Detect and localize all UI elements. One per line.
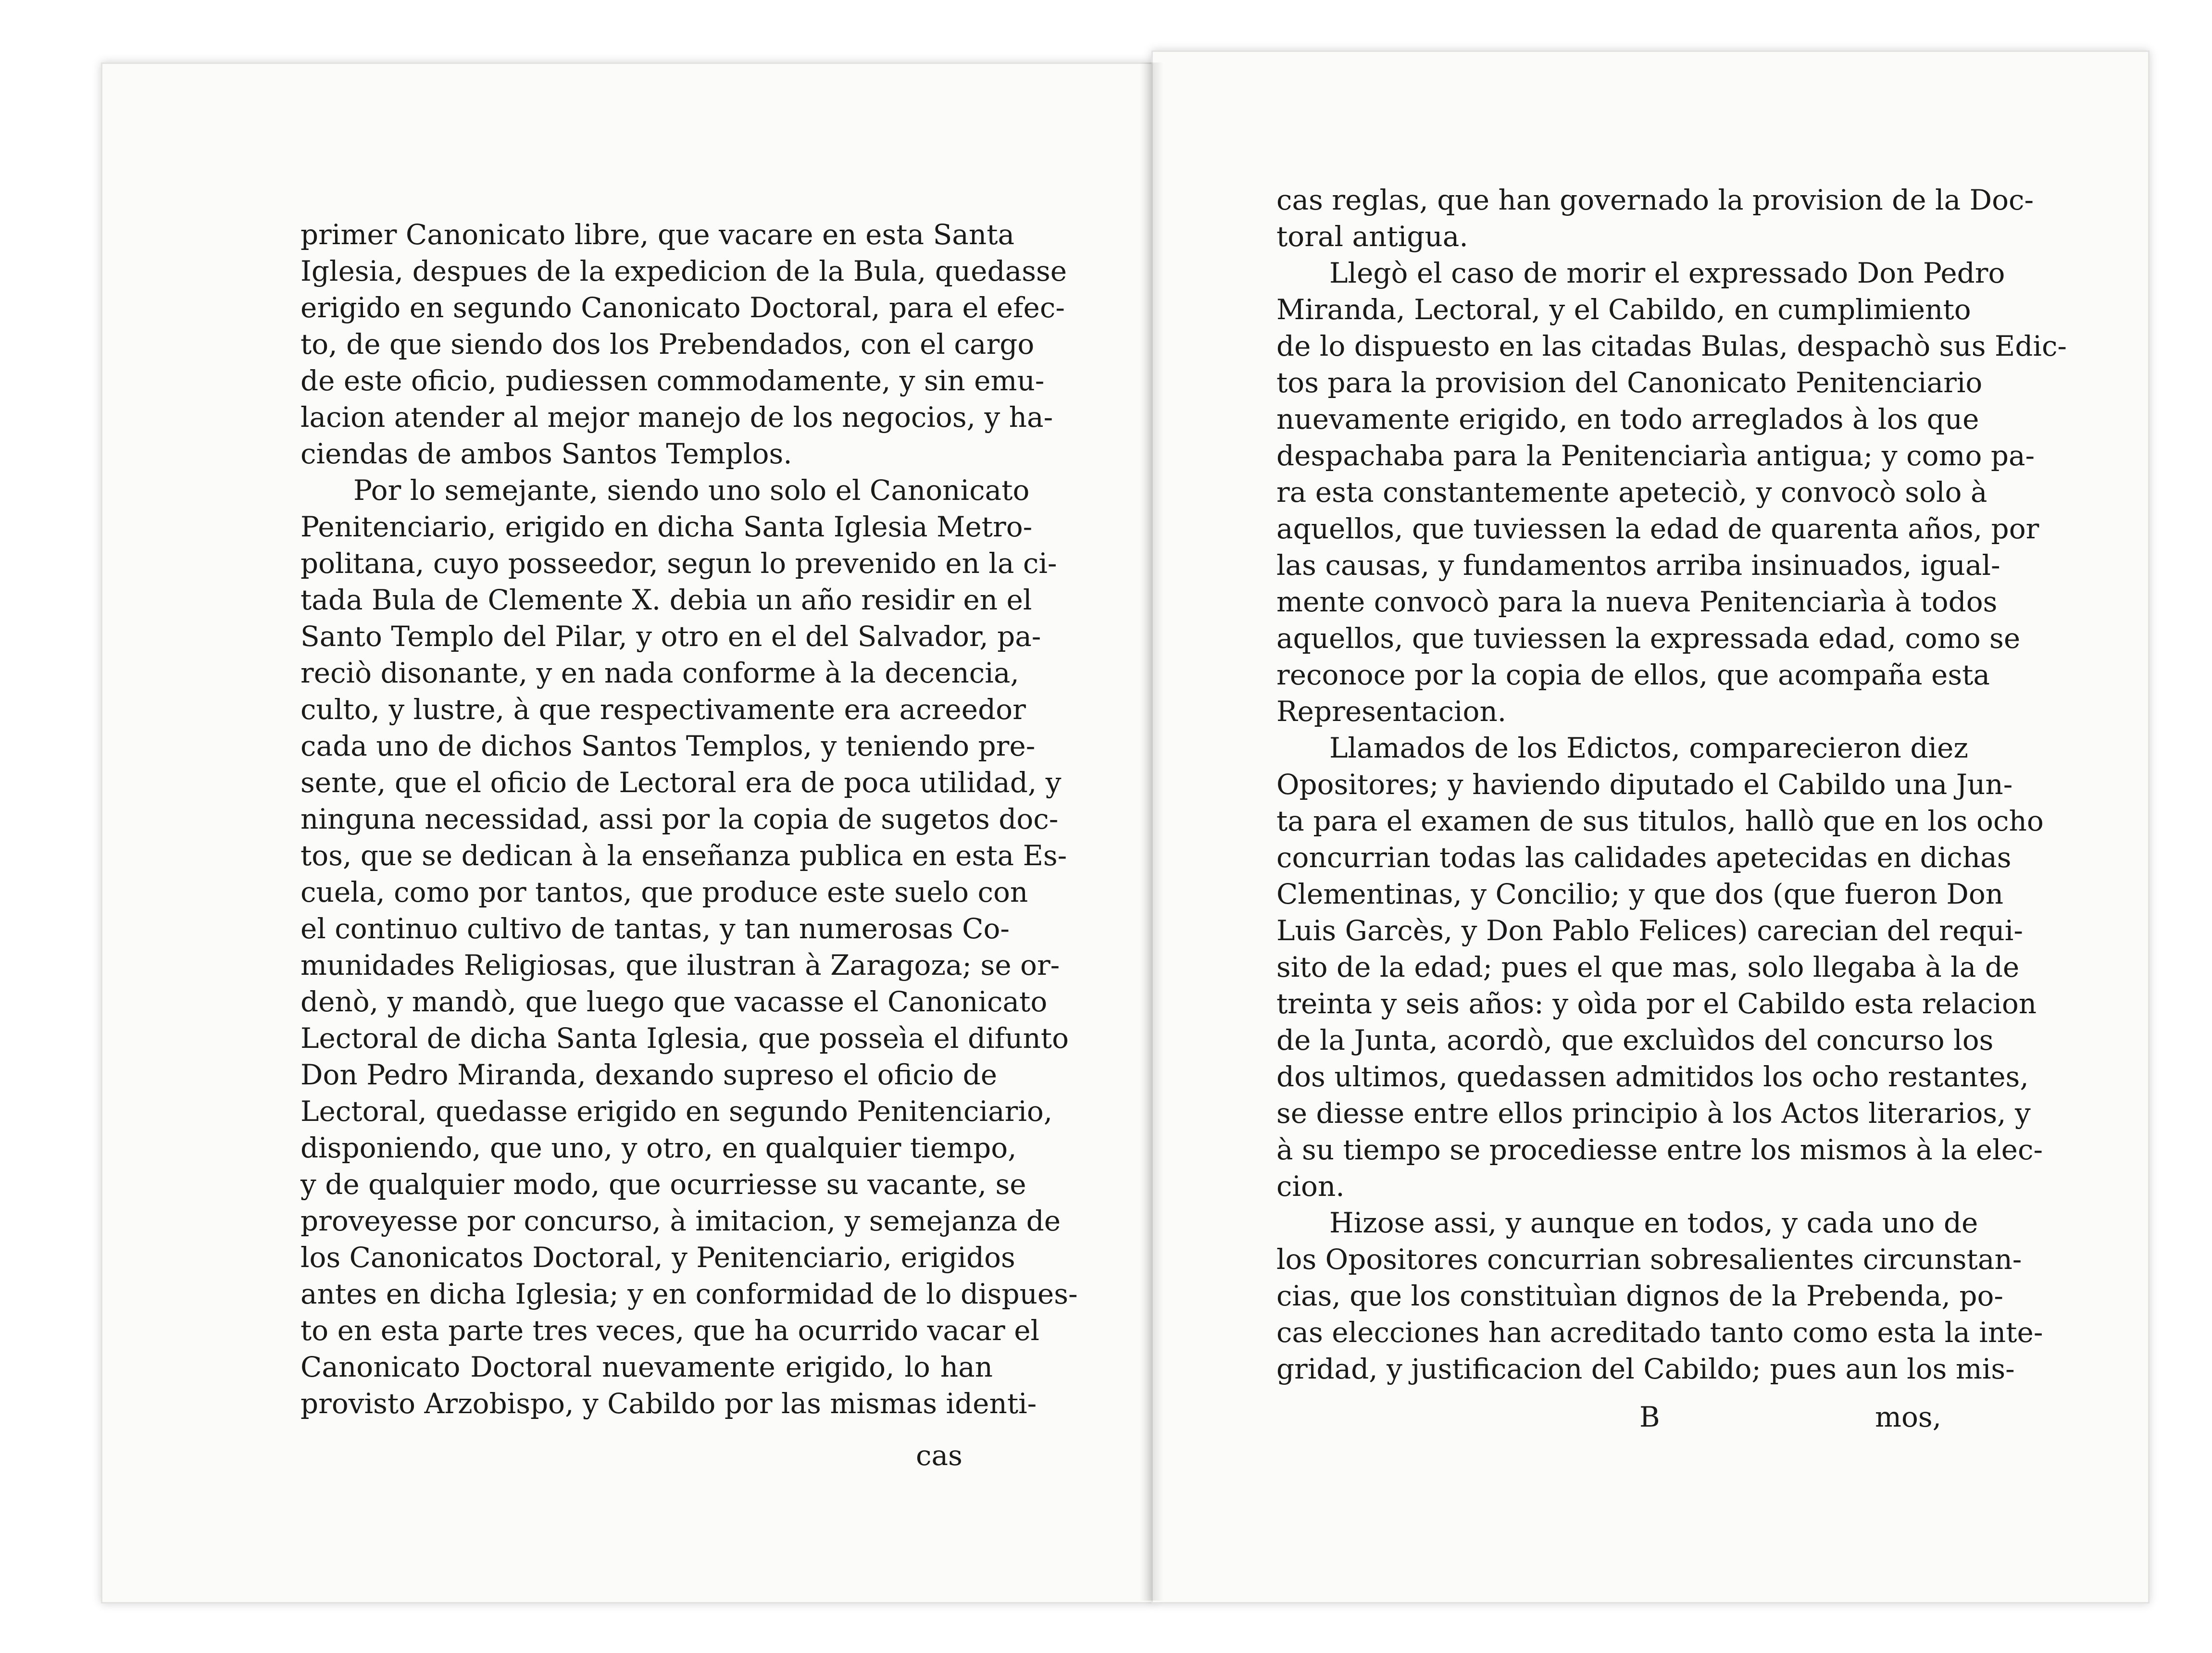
paragraph-start-line: Llegò el caso de morir el expressado Don Pedro (1329, 257, 2005, 289)
text-line: Miranda, Lectoral, y el Cabildo, en cumplimiento (1276, 293, 1971, 326)
text-line: to, de que siendo dos los Prebendados, con el cargo (300, 328, 1035, 360)
text-line: politana, cuyo posseedor, segun lo prevenido en la ci- (300, 547, 1057, 580)
text-line: sente, que el oficio de Lectoral era de poca utilidad, y (300, 766, 1062, 799)
text-line: proveyesse por concurso, à imitacion, y semejanza de (300, 1205, 1061, 1237)
text-line: el continuo cultivo de tantas, y tan numerosas Co- (300, 912, 1010, 945)
text-line: reciò disonante, y en nada conforme à la decencia, (300, 657, 1019, 689)
text-line: y de qualquier modo, que ocurriesse su vacante, se (300, 1168, 1026, 1201)
text-line: tos para la provision del Canonicato Penitenciario (1276, 366, 1983, 399)
text-line: aquellos, que tuviessen la edad de quarenta años, por (1276, 512, 2039, 545)
text-line: Santo Templo del Pilar, y otro en el del Salvador, pa- (300, 620, 1041, 653)
text-line: cuela, como por tantos, que produce este suelo con (300, 876, 1028, 908)
text-line: cada uno de dichos Santos Templos, y teniendo pre- (300, 730, 1036, 762)
text-line: Lectoral de dicha Santa Iglesia, que posseìa el difunto (300, 1022, 1069, 1055)
text-line: culto, y lustre, à que respectivamente era acreedor (300, 693, 1026, 726)
paragraph-start-line: Por lo semejante, siendo uno solo el Canonicato (353, 474, 1030, 507)
text-line: disponiendo, que uno, y otro, en qualquier tiempo, (300, 1131, 1017, 1164)
text-line: treinta y seis años: y oìda por el Cabildo esta relacion (1276, 987, 2037, 1020)
right-catchword: mos, (1875, 1401, 1942, 1433)
text-line: gridad, y justificacion del Cabildo; pues aun los mis- (1276, 1353, 2015, 1385)
text-line: ninguna necessidad, assi por la copia de sugetos doc- (300, 803, 1059, 835)
left-page-text (300, 216, 1078, 1422)
text-line: Luis Garcès, y Don Pablo Felices) carecian del requi- (1276, 914, 2023, 947)
text-line: cas reglas, que han governado la provision de la Doc- (1276, 184, 2034, 216)
text-line: de este oficio, pudiessen commodamente, y sin emu- (300, 364, 1045, 397)
text-line: tos, que se dedican à la enseñanza publica en esta Es- (300, 839, 1067, 872)
text-line: concurrian todas las calidades apetecidas en dichas (1276, 841, 2012, 874)
text-line: toral antigua. (1276, 220, 1468, 253)
text-line: Opositores; y haviendo diputado el Cabildo una Jun- (1276, 768, 2013, 801)
book-gutter (1139, 62, 1163, 1601)
text-line: Don Pedro Miranda, dexando supreso el oficio de (300, 1058, 998, 1091)
text-line: despachaba para la Penitenciarìa antigua; y como pa- (1276, 439, 2035, 472)
text-line: munidades Religiosas, que ilustran à Zaragoza; se or- (300, 949, 1060, 982)
text-line: Clementinas, y Concilio; y que dos (que fueron Don (1276, 878, 2004, 910)
text-line: sito de la edad; pues el que mas, solo llegaba à la de (1276, 951, 2020, 983)
text-line: provisto Arzobispo, y Cabildo por las mismas identi- (300, 1387, 1037, 1420)
right-page-text (1276, 182, 2067, 1387)
paragraph-start-line: Hizose assi, y aunque en todos, y cada uno de (1329, 1206, 1978, 1239)
left-catchword: cas (916, 1439, 962, 1472)
text-line: primer Canonicato libre, que vacare en esta Santa (300, 218, 1015, 251)
text-line: ta para el examen de sus titulos, hallò que en los ocho (1276, 805, 2044, 837)
text-line: tada Bula de Clemente X. debia un año residir en el (300, 584, 1032, 616)
text-line: ra esta constantemente apeteciò, y convocò solo à (1276, 476, 1987, 509)
text-line: cion. (1276, 1170, 1345, 1203)
text-line: à su tiempo se procediesse entre los mismos à la elec- (1276, 1133, 2043, 1166)
text-line: las causas, y fundamentos arriba insinuados, igual- (1276, 549, 2000, 582)
signature-mark: B (1639, 1401, 1660, 1433)
text-line: dos ultimos, quedassen admitidos los ocho restantes, (1276, 1060, 2029, 1093)
text-line: los Canonicatos Doctoral, y Penitenciario, erigidos (300, 1241, 1015, 1274)
text-line: cas elecciones han acreditado tanto como esta la inte- (1276, 1316, 2043, 1349)
text-line: reconoce por la copia de ellos, que acompaña esta (1276, 659, 1990, 691)
text-line: los Opositores concurrian sobresalientes circunstan- (1276, 1243, 2022, 1276)
text-line: Penitenciario, erigido en dicha Santa Iglesia Metro- (300, 510, 1033, 543)
text-line: nuevamente erigido, en todo arreglados à los que (1276, 403, 1979, 435)
text-line: aquellos, que tuviessen la expressada edad, como se (1276, 622, 2021, 655)
text-line: mente convocò para la nueva Penitenciarìa à todos (1276, 585, 1998, 618)
text-line: de la Junta, acordò, que excluìdos del concurso los (1276, 1024, 1994, 1056)
text-line: to en esta parte tres veces, que ha ocurrido vacar el (300, 1314, 1040, 1347)
text-line: se diesse entre ellos principio à los Actos literarios, y (1276, 1097, 2031, 1130)
text-line: antes en dicha Iglesia; y en conformidad de lo dispues- (300, 1278, 1078, 1310)
text-line: Canonicato Doctoral nuevamente erigido, lo han (300, 1351, 993, 1383)
text-line: Lectoral, quedasse erigido en segundo Penitenciario, (300, 1095, 1053, 1128)
text-line: lacion atender al mejor manejo de los negocios, y ha- (300, 401, 1053, 434)
text-line: de lo dispuesto en las citadas Bulas, despachò sus Edic- (1276, 330, 2067, 362)
text-line: Representacion. (1276, 695, 1507, 728)
text-line: denò, y mandò, que luego que vacasse el Canonicato (300, 985, 1048, 1018)
text-line: ciendas de ambos Santos Templos. (300, 437, 792, 470)
text-line: cias, que los constituìan dignos de la Prebenda, po- (1276, 1280, 2003, 1312)
paragraph-start-line: Llamados de los Edictos, comparecieron diez (1329, 732, 1968, 764)
text-line: erigido en segundo Canonicato Doctoral, para el efec- (300, 291, 1065, 324)
text-line: Iglesia, despues de la expedicion de la Bula, quedasse (300, 255, 1067, 287)
